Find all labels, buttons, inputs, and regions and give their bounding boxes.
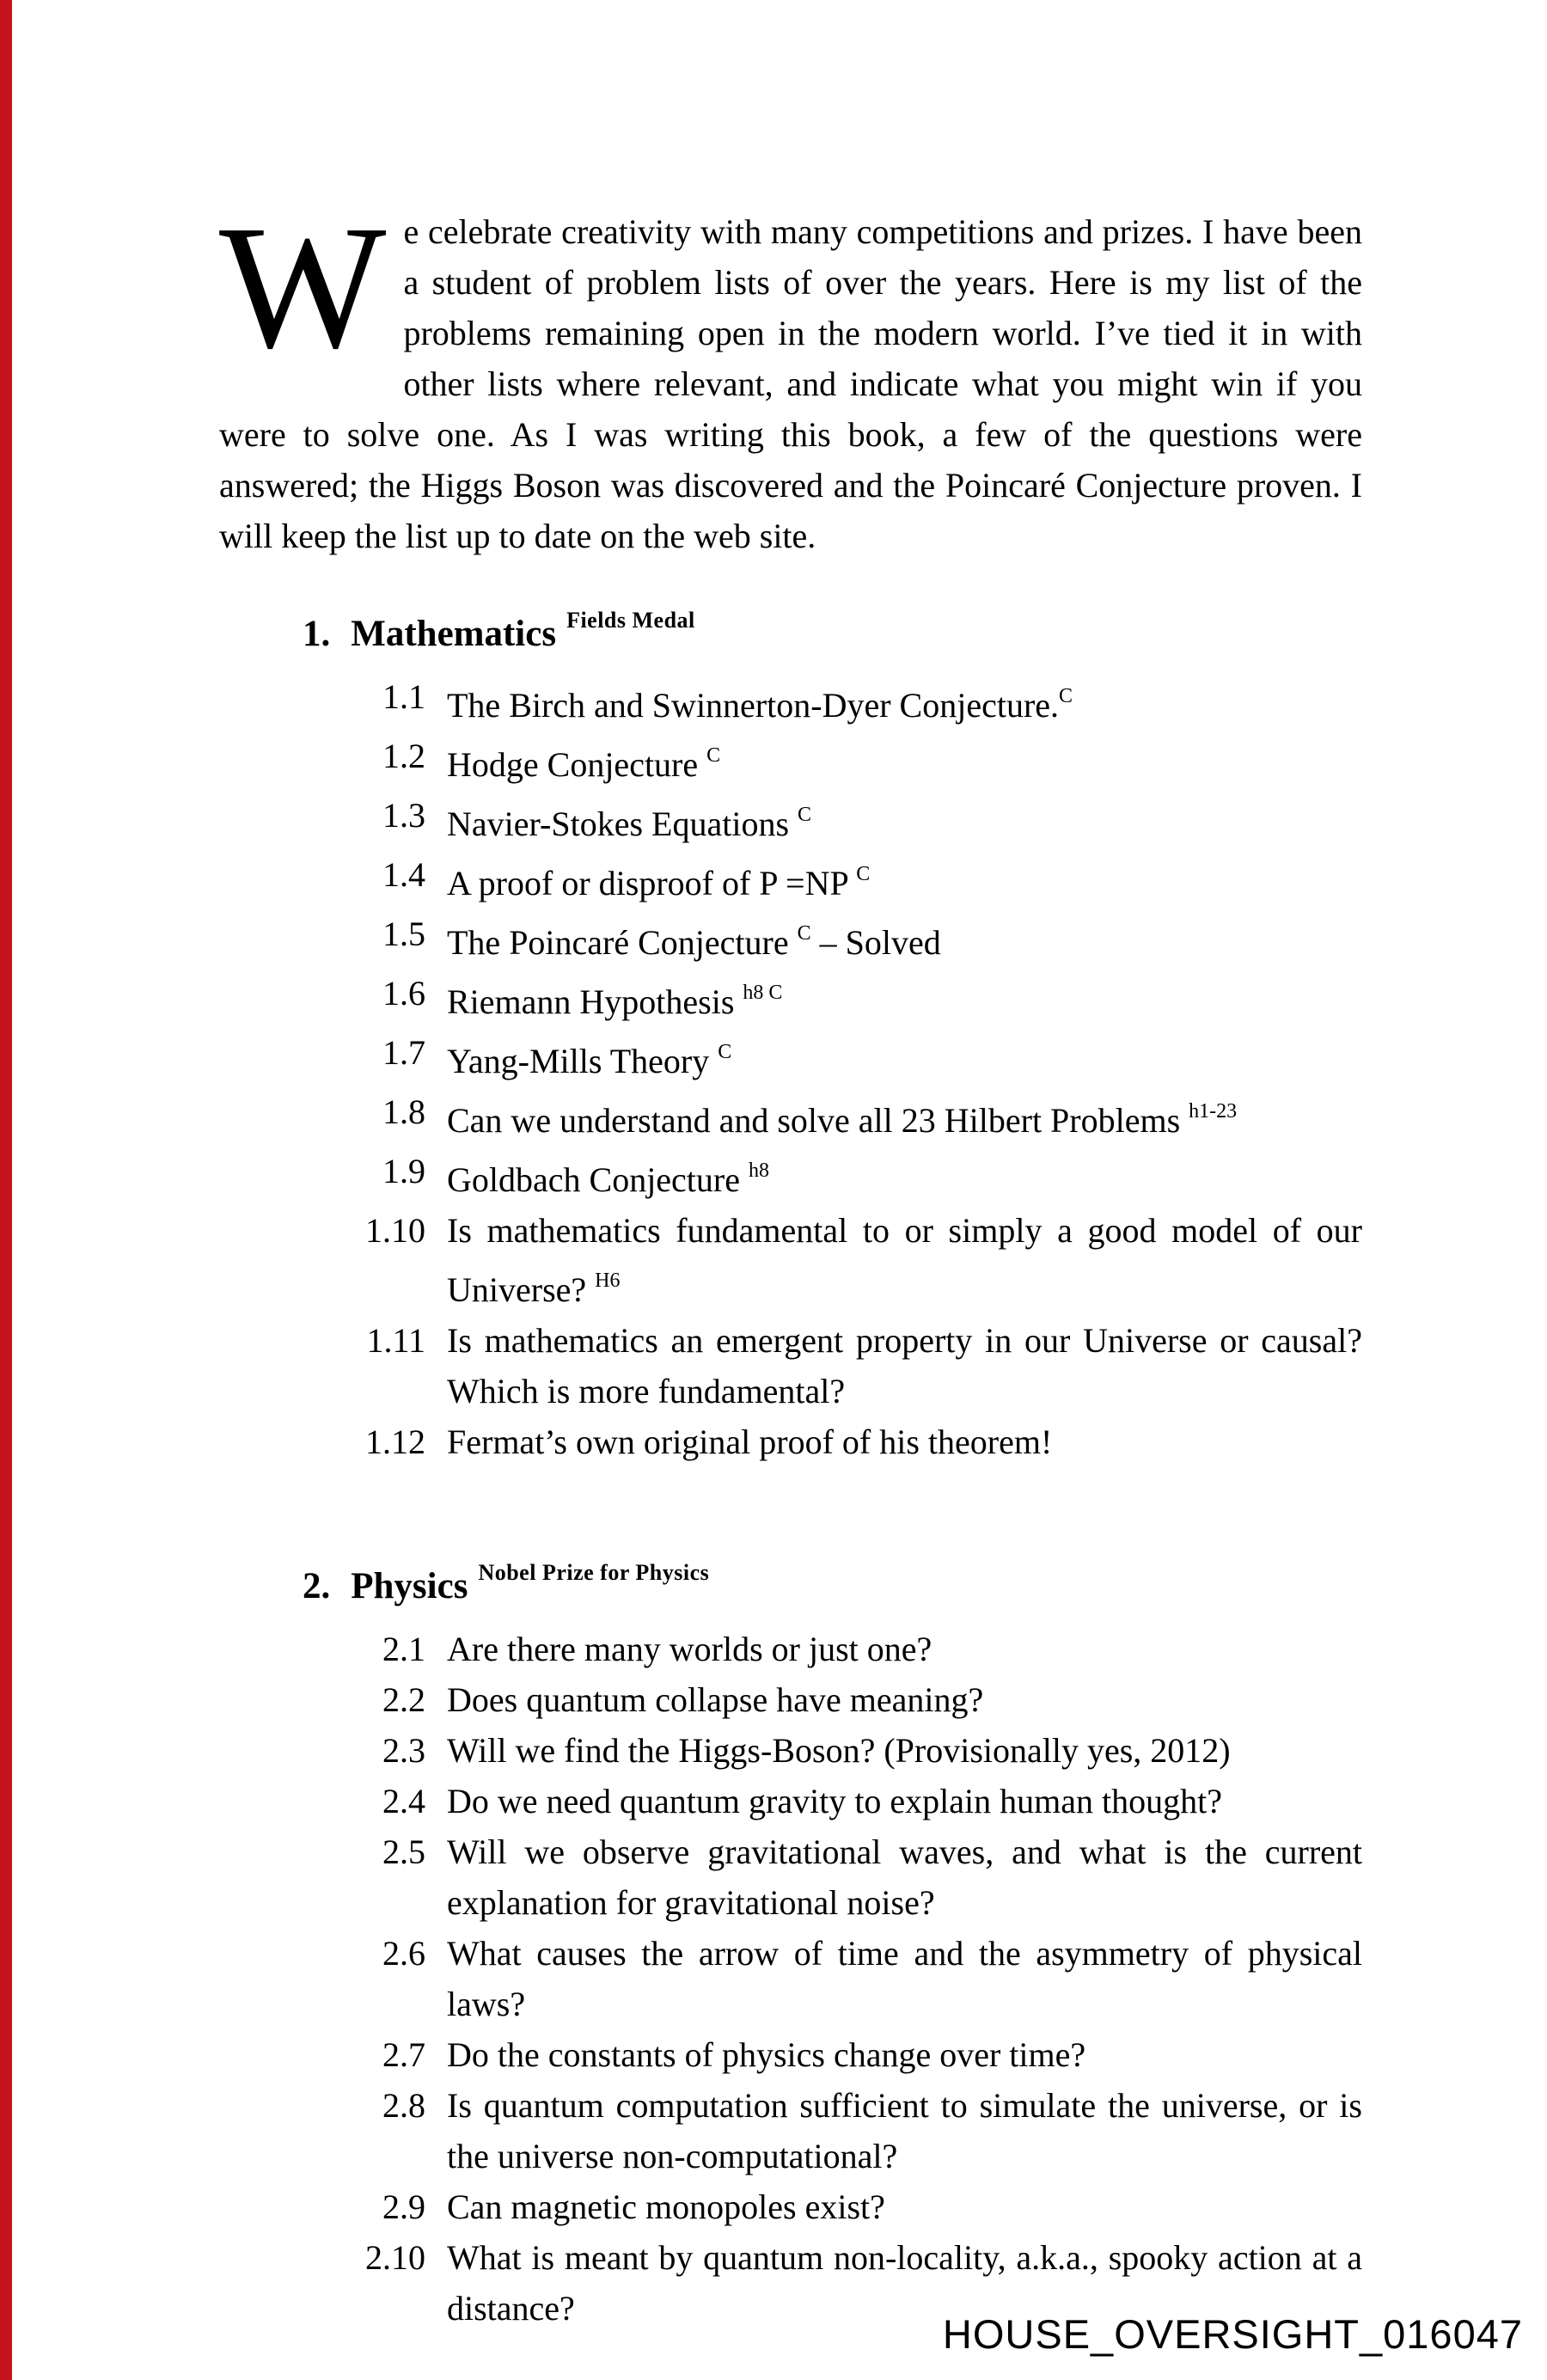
list-item: [219, 1776, 1362, 1826]
item-text: [447, 909, 1362, 968]
item-number: 1.11: [366, 1321, 425, 1360]
item-text: [447, 1027, 1362, 1086]
superscript-annotation: C: [706, 744, 721, 767]
item-text-segment: Is mathematics fundamental to or simply a good model of our Universe?: [447, 1211, 1362, 1309]
list-item: [219, 1928, 1362, 2029]
item-text-segment: Will we find the Higgs-Boson? (Provisionally yes, 2012): [447, 1731, 1231, 1770]
section-title: Physics: [351, 1566, 468, 1606]
item-text: [447, 1205, 1362, 1315]
item-number: 1.6: [382, 974, 425, 1013]
page-content: [219, 188, 1362, 2334]
superscript-annotation: C: [798, 804, 812, 826]
list-item: [219, 1205, 1362, 1315]
watermark-label: HOUSE_OVERSIGHT_016047: [942, 2311, 1523, 2357]
item-text: [447, 1146, 1362, 1205]
section: [219, 1550, 1362, 2334]
superscript-annotation: h8 C: [743, 982, 783, 1004]
item-number: 1.10: [365, 1211, 425, 1250]
item-text: [447, 790, 1362, 849]
item-text-segment: Fermat’s own original proof of his theorem!: [447, 1422, 1053, 1461]
item-text: [447, 2029, 1362, 2080]
item-text-segment: Is quantum computation sufficient to simulate the universe, or is the universe non-computational?: [447, 2086, 1362, 2175]
section-heading: [303, 597, 1362, 658]
superscript-annotation: C: [856, 863, 871, 885]
item-text-segment: The Poincaré Conjecture: [447, 923, 798, 962]
superscript-annotation: C: [797, 922, 811, 945]
item-text-segment: Navier-Stokes Equations: [447, 805, 798, 843]
list-item: [219, 2181, 1362, 2232]
item-text: [447, 2080, 1362, 2181]
item-number: 2.6: [382, 1934, 425, 1973]
item-number: 1.4: [382, 855, 425, 894]
list-item: [219, 731, 1362, 790]
list-item: [219, 1086, 1362, 1146]
item-number: 2.9: [382, 2187, 425, 2226]
item-text-segment: Goldbach Conjecture: [447, 1160, 749, 1199]
section: [219, 597, 1362, 1467]
item-text: [447, 1928, 1362, 2029]
list-item: [219, 849, 1362, 909]
item-text-segment: Can magnetic monopoles exist?: [447, 2187, 885, 2226]
section-number: 2.: [303, 1566, 331, 1606]
list-item: [219, 1674, 1362, 1725]
list-item: [219, 1725, 1362, 1776]
list-item: [219, 1826, 1362, 1928]
item-text-segment: Do we need quantum gravity to explain human thought?: [447, 1782, 1223, 1820]
item-text: [447, 1416, 1362, 1467]
item-text-segment: A proof or disproof of P =NP: [447, 864, 857, 902]
item-text-segment: Hodge Conjecture: [447, 745, 707, 784]
intro-text: e celebrate creativity with many competitions and prizes. I have been a student of problem lists of over the years. Here is my list of the problems remaining open in the modern world. I’ve tied it in with other lists where relevant, and indicate what you might win if you were to solve one. As I was writing this book, a few of the questions were answered; the Higgs Boson was discovered and the Poincaré Conjecture proven. I will keep the list up to date on the web site.: [219, 212, 1362, 555]
item-text: [447, 1725, 1362, 1776]
item-number: 2.8: [382, 2086, 425, 2125]
item-text: [447, 1624, 1362, 1674]
section-number: 1.: [303, 614, 331, 654]
item-text-segment: What is meant by quantum non-locality, a.k.a., spooky action at a distance?: [447, 2238, 1362, 2328]
problem-lists: [219, 597, 1362, 2334]
item-text-segment: – Solved: [810, 923, 941, 962]
item-text-segment: Are there many worlds or just one?: [447, 1630, 932, 1668]
item-text: [447, 1315, 1362, 1416]
list-item: [219, 2080, 1362, 2181]
prize-superscript: Nobel Prize for Physics: [478, 1560, 710, 1585]
superscript-annotation: h1-23: [1189, 1100, 1238, 1123]
item-number: 2.5: [382, 1832, 425, 1871]
item-number: 2.3: [382, 1731, 425, 1770]
list-item: [219, 1315, 1362, 1416]
item-text: [447, 1776, 1362, 1826]
item-text: [447, 849, 1362, 909]
item-text-segment: Will we observe gravitational waves, and what is the current explanation for gravitational noise?: [447, 1832, 1362, 1922]
item-number: 2.2: [382, 1680, 425, 1719]
superscript-annotation: h8: [749, 1159, 769, 1182]
item-number: 2.7: [382, 2035, 425, 2074]
superscript-annotation: C: [718, 1041, 732, 1063]
item-text-segment: Do the constants of physics change over time?: [447, 2035, 1086, 2074]
list-item: [219, 1416, 1362, 1467]
item-text-segment: Does quantum collapse have meaning?: [447, 1680, 984, 1719]
item-text: [447, 1674, 1362, 1725]
item-text-segment: What causes the arrow of time and the asymmetry of physical laws?: [447, 1934, 1362, 2023]
item-number: 1.2: [382, 737, 425, 775]
prize-superscript: Fields Medal: [566, 608, 695, 633]
item-number: 1.3: [382, 796, 425, 835]
item-text: [447, 1086, 1362, 1146]
drop-cap: W: [219, 188, 387, 385]
list-item: [219, 671, 1362, 731]
list-item: [219, 1624, 1362, 1674]
item-text: [447, 671, 1362, 731]
item-text-segment: Riemann Hypothesis: [447, 982, 743, 1021]
item-text: [447, 968, 1362, 1027]
item-text-segment: Can we understand and solve all 23 Hilbert Problems: [447, 1101, 1189, 1140]
list-item: [219, 1146, 1362, 1205]
list-item: [219, 909, 1362, 968]
item-text: [447, 2181, 1362, 2232]
item-text: [447, 1826, 1362, 1928]
section-heading: [303, 1550, 1362, 1610]
list-item: [219, 1027, 1362, 1086]
item-text-segment: Is mathematics an emergent property in our Universe or causal? Which is more fundamental?: [447, 1321, 1362, 1410]
section-title: Mathematics: [351, 614, 557, 654]
item-number: 1.12: [365, 1422, 425, 1461]
list-item: [219, 790, 1362, 849]
item-text-segment: Yang-Mills Theory: [447, 1042, 718, 1080]
item-number: 1.5: [382, 915, 425, 953]
item-number: 1.9: [382, 1152, 425, 1190]
item-number: 1.1: [382, 677, 425, 716]
list-item: [219, 968, 1362, 1027]
item-number: 2.1: [382, 1630, 425, 1668]
item-number: 1.7: [382, 1033, 425, 1072]
list-item: [219, 2029, 1362, 2080]
item-number: 2.4: [382, 1782, 425, 1820]
item-text: [447, 731, 1362, 790]
superscript-annotation: H6: [595, 1270, 621, 1292]
item-number: 2.10: [365, 2238, 425, 2277]
intro-paragraph: [219, 188, 1362, 561]
superscript-annotation: C: [1059, 685, 1073, 707]
item-text-segment: The Birch and Swinnerton-Dyer Conjecture.: [447, 686, 1060, 725]
scan-edge-stripe: [0, 0, 12, 2380]
item-number: 1.8: [382, 1092, 425, 1131]
